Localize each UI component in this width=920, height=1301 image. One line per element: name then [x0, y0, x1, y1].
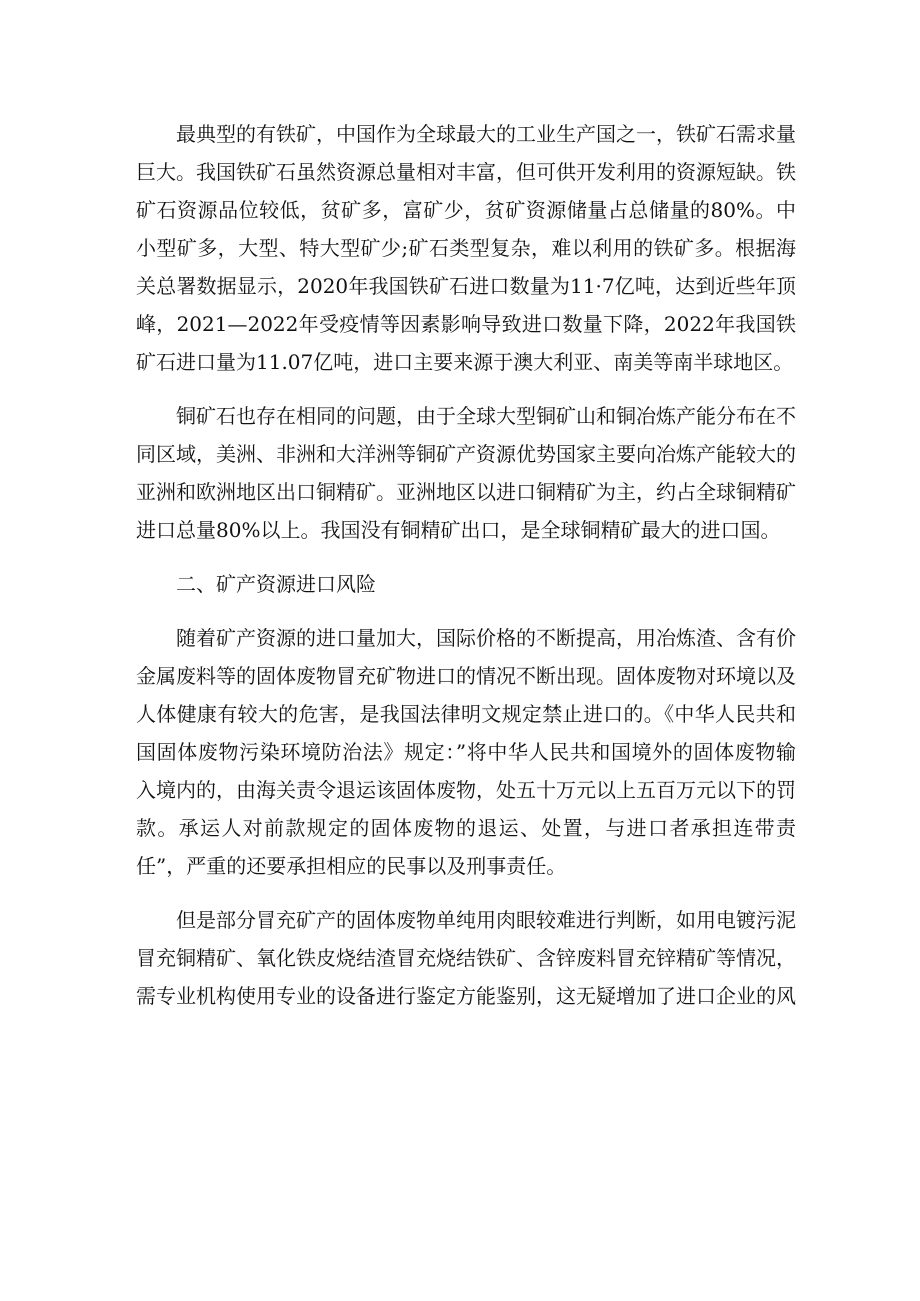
- document-body: [136, 115, 796, 1015]
- section-heading-import-risk: 二、矿产资源进口风险: [176, 572, 376, 596]
- paragraph-solid-waste: 随着矿产资源的进口量加大，国际价格的不断提高，用冶炼渣、含有价金属废料等的固体废物冒充矿物进口的情况不断出现。固体废物对环境以及人体健康有较大的危害，是我国法律明文规定禁止进口的。《中华人民共和国固体废物污染环境防治法》规定：”将中华人民共和国境外的固体废物输入境内的，由海关责令退运该固体废物，处五十万元以上五百万元以下的罚款。承运人对前款规定的固体废物的退运、处置，与进口者承担连带责任”，严重的还要承担相应的民事以及刑事责任。: [136, 626, 796, 878]
- paragraph-identification: 但是部分冒充矿产的固体废物单纯用肉眼较难进行判断，如用电镀污泥冒充铜精矿、氧化铁皮烧结渣冒充烧结铁矿、含锌废料冒充锌精矿等情况，需专业机构使用专业的设备进行鉴定方能鉴别，这无疑增加了进口企业的风: [136, 908, 796, 1008]
- paragraph-copper-ore: 铜矿石也存在相同的问题，由于全球大型铜矿山和铜冶炼产能分布在不同区域，美洲、非洲和大洋洲等铜矿产资源优势国家主要向冶炼产能较大的亚洲和欧洲地区出口铜精矿。亚洲地区以进口铜精矿为主，约占全球铜精矿进口总量80%以上。我国没有铜精矿出口，是全球铜精矿最大的进口国。: [136, 404, 796, 542]
- paragraph-iron-ore: 最典型的有铁矿，中国作为全球最大的工业生产国之一，铁矿石需求量巨大。我国铁矿石虽然资源总量相对丰富，但可供开发利用的资源短缺。铁矿石资源品位较低，贫矿多，富矿少，贫矿资源储量占总储量的80%。中小型矿多，大型、特大型矿少;矿石类型复杂，难以利用的铁矿多。根据海关总署数据显示，2020年我国铁矿石进口数量为11·7亿吨，达到近些年顶峰，2021—2022年受疫情等因素影响导致进口数量下降，2022年我国铁矿石进口量为11.07亿吨，进口主要来源于澳大利亚、南美等南半球地区。: [136, 122, 796, 374]
